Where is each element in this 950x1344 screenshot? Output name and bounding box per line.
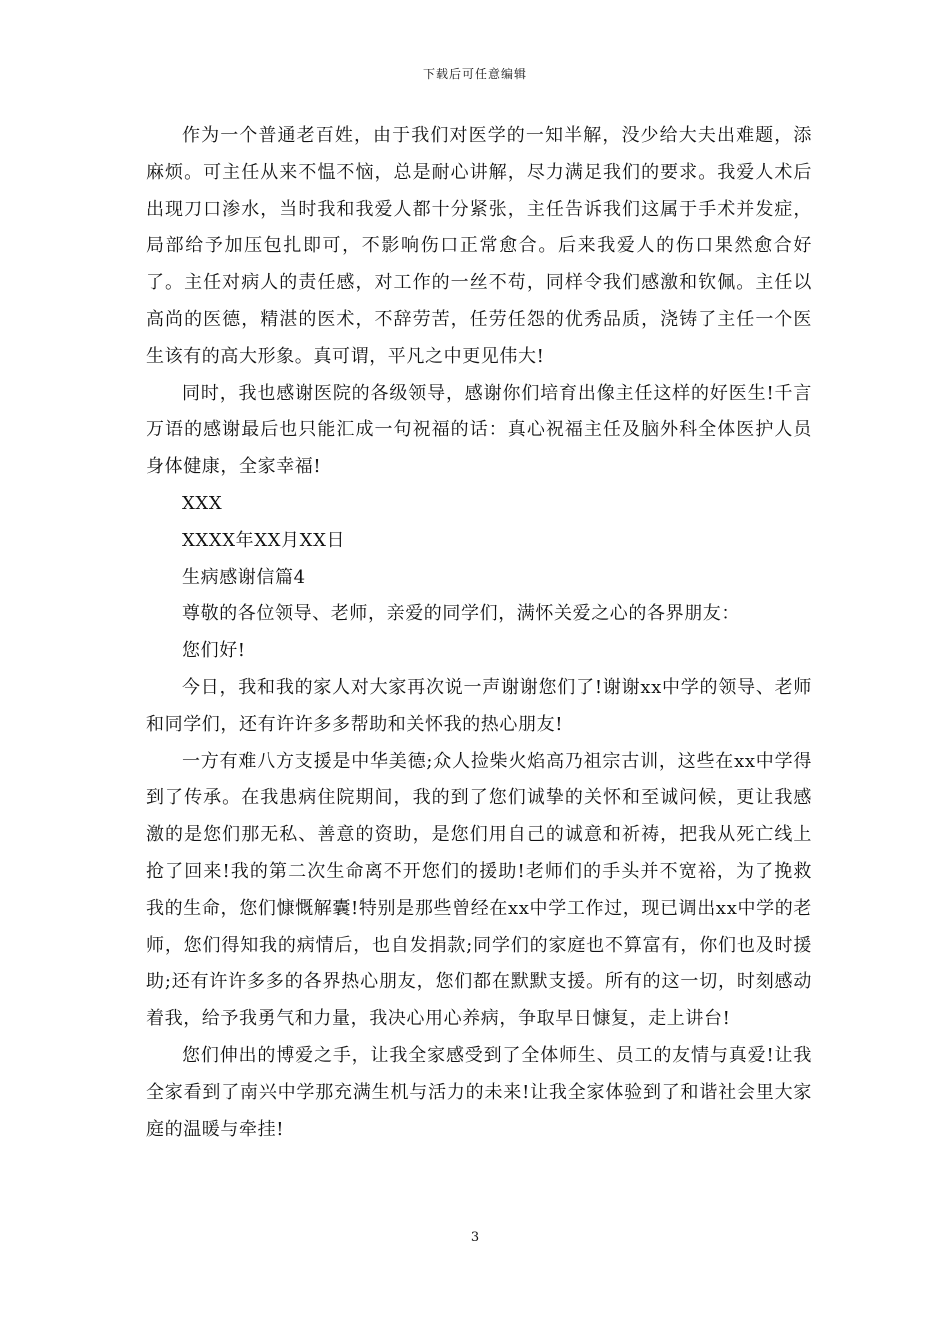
- signature-date: XXXX年XX月XX日: [182, 529, 346, 551]
- paragraph: 同时，我也感谢医院的各级领导，感谢你们培育出像主任这样的好医生!千言万语的感谢最后也只能汇成一句祝福的话：真心祝福主任及脑外科全体医护人员身体健康，全家幸福!: [146, 382, 812, 478]
- document-body: [146, 118, 812, 1148]
- salutation: 尊敬的各位领导、老师，亲爱的同学们，满怀关爱之心的各界朋友：: [182, 603, 740, 625]
- page-number: 3: [470, 1230, 480, 1245]
- paragraph: 今日，我和我的家人对大家再次说一声谢谢您们了!谢谢xx中学的领导、老师和同学们，还有许许多多帮助和关怀我的热心朋友!: [146, 676, 812, 735]
- paragraph: 作为一个普通老百姓，由于我们对医学的一知半解，没少给大夫出难题，添麻烦。可主任从来不愠不恼，总是耐心讲解，尽力满足我们的要求。我爱人术后出现刀口渗水，当时我和我爱人都十分紧张，主任告诉我们这属于手术并发症，局部给予加压包扎即可，不影响伤口正常愈合。后来我爱人的伤口果然愈合好了。主任对病人的责任感，对工作的一丝不苟，同样令我们感激和钦佩。主任以高尚的医德，精湛的医术，不辞劳苦，任劳任怨的优秀品质，浇铸了主任一个医生该有的高大形象。真可谓，平凡之中更见伟大!: [146, 125, 812, 367]
- signature-name: XXX: [182, 492, 223, 514]
- greeting: 您们好!: [182, 640, 246, 662]
- paragraph: 您们伸出的博爱之手，让我全家感受到了全体师生、员工的友情与真爱!让我全家看到了南兴中学那充满生机与活力的未来!让我全家体验到了和谐社会里大家庭的温暖与牵挂!: [146, 1044, 812, 1140]
- page-header: 下载后可任意编辑: [422, 67, 527, 81]
- section-title: 生病感谢信篇4: [182, 566, 306, 588]
- paragraph: 一方有难八方支援是中华美德;众人捡柴火焰高乃祖宗古训，这些在xx中学得到了传承。在我患病住院期间，我的到了您们诚挚的关怀和至诚问候，更让我感激的是您们那无私、善意的资助，是您们用自己的诚意和祈祷，把我从死亡线上抢了回来!我的第二次生命离不开您们的援助!老师们的手头并不宽裕，为了挽救我的生命，您们慷慨解囊!特别是那些曾经在xx中学工作过，现已调出xx中学的老师，您们得知我的病情后，也自发捐款;同学们的家庭也不算富有，你们也及时援助;还有许许多多的各界热心朋友，您们都在默默支援。所有的这一切，时刻感动着我，给予我勇气和力量，我决心用心养病，争取早日慷复，走上讲台!: [146, 750, 812, 1030]
